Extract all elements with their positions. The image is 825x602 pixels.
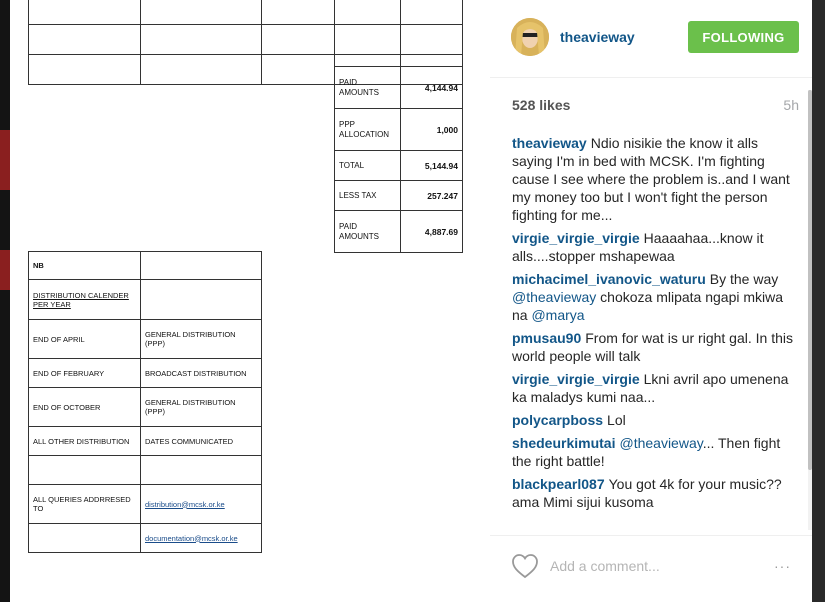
amount-label: LESS TAX bbox=[335, 181, 401, 211]
distribution-cell: ALL QUERIES ADDRRESED TO bbox=[29, 485, 141, 524]
comment-text: ... Then fight the right battle! bbox=[512, 435, 781, 469]
distribution-cell bbox=[29, 456, 141, 485]
comment-author[interactable]: virgie_virgie_virgie bbox=[512, 230, 640, 246]
comment-author[interactable]: shedeurkimutai bbox=[512, 435, 616, 451]
distribution-cell: END OF APRIL bbox=[29, 320, 141, 359]
comment bbox=[512, 475, 802, 511]
comment-author[interactable]: pmusau90 bbox=[512, 330, 582, 346]
post-header bbox=[490, 0, 812, 78]
comment-text: By the way bbox=[709, 271, 779, 287]
post-sidebar bbox=[490, 0, 812, 602]
comment-author[interactable]: blackpearl087 bbox=[512, 476, 605, 492]
amount-row bbox=[335, 109, 463, 151]
distribution-email: distribution@mcsk.or.ke bbox=[145, 499, 225, 509]
amount-row bbox=[335, 181, 463, 211]
document-distribution-table bbox=[28, 251, 262, 553]
amount-label: PAID AMOUNTS bbox=[335, 67, 401, 109]
comments-list[interactable] bbox=[512, 134, 802, 534]
distribution-row bbox=[29, 427, 262, 456]
comment-author[interactable]: polycarpboss bbox=[512, 412, 604, 428]
distribution-cell: BROADCAST DISTRIBUTION bbox=[141, 359, 262, 388]
avatar[interactable] bbox=[511, 18, 549, 56]
amount-row bbox=[335, 67, 463, 109]
amount-value: 257.247 bbox=[401, 181, 463, 211]
distribution-cell: END OF OCTOBER bbox=[29, 388, 141, 427]
window-scroll-edge bbox=[812, 0, 825, 602]
amount-row bbox=[335, 211, 463, 253]
distribution-row bbox=[29, 252, 262, 280]
comment-mention[interactable]: @theavieway bbox=[512, 289, 597, 305]
amount-row bbox=[335, 151, 463, 181]
comment-text: Lol bbox=[607, 412, 626, 428]
amount-label: TOTAL bbox=[335, 151, 401, 181]
distribution-cell bbox=[141, 280, 262, 320]
distribution-cell: NB bbox=[29, 252, 141, 280]
background-strip bbox=[0, 0, 10, 602]
distribution-row bbox=[29, 320, 262, 359]
background-strip-red bbox=[0, 250, 10, 290]
amount-value: 1,000 bbox=[401, 109, 463, 151]
comment bbox=[512, 370, 802, 406]
comment bbox=[512, 134, 802, 224]
post-time: 5h bbox=[783, 97, 799, 113]
distribution-cell bbox=[29, 524, 141, 553]
comment bbox=[512, 270, 802, 324]
post-footer bbox=[490, 535, 812, 602]
comment-text: Lkni avril apo umenena ka maladys kumi naa... bbox=[512, 371, 789, 405]
post-username[interactable]: theavieway bbox=[560, 29, 635, 45]
comment-mention[interactable]: @theavieway bbox=[619, 435, 703, 451]
distribution-cell bbox=[141, 456, 262, 485]
distribution-cell: ALL OTHER DISTRIBUTION bbox=[29, 427, 141, 456]
distribution-row bbox=[29, 456, 262, 485]
likes-count[interactable]: 528 likes bbox=[512, 97, 571, 113]
distribution-row bbox=[29, 485, 262, 524]
comment-author[interactable]: michacimel_ivanovic_waturu bbox=[512, 271, 706, 287]
amount-value: 5,144.94 bbox=[401, 151, 463, 181]
following-button[interactable]: FOLLOWING bbox=[688, 21, 799, 53]
avatar-image bbox=[511, 18, 549, 56]
more-options-icon[interactable]: ··· bbox=[774, 558, 791, 574]
comment bbox=[512, 411, 802, 429]
comment-text: Ndio nisikie the know it alls saying I'm in bed with MCSK. I'm fighting cause I see where the problem is..and I want my money too but I won't fight the person fighting for me... bbox=[512, 135, 790, 223]
background-strip-red bbox=[0, 130, 10, 190]
distribution-cell: GENERAL DISTRIBUTION (PPP) bbox=[141, 320, 262, 359]
comment-text: Haaaahaa...know it alls....stopper mshapewaa bbox=[512, 230, 764, 264]
distribution-cell: GENERAL DISTRIBUTION (PPP) bbox=[141, 388, 262, 427]
post-photo[interactable] bbox=[10, 0, 490, 602]
distribution-cell: DATES COMMUNICATED bbox=[141, 427, 262, 456]
comment-mention[interactable]: @marya bbox=[531, 307, 585, 323]
documentation-email: documentation@mcsk.or.ke bbox=[145, 533, 238, 543]
add-comment-input[interactable] bbox=[550, 556, 760, 576]
comment-text: From for wat is ur right gal. In this world people will talk bbox=[512, 330, 793, 364]
amount-value: 4,887.69 bbox=[401, 211, 463, 253]
distribution-row bbox=[29, 524, 262, 553]
distribution-cell: END OF FEBRUARY bbox=[29, 359, 141, 388]
comment bbox=[512, 329, 802, 365]
distribution-row bbox=[29, 280, 262, 320]
comment-text: chokoza mlipata ngapi mkiwa na bbox=[512, 289, 784, 323]
distribution-row bbox=[29, 388, 262, 427]
comment-author[interactable]: virgie_virgie_virgie bbox=[512, 371, 640, 387]
comment bbox=[512, 434, 802, 470]
document-amounts-table bbox=[334, 66, 463, 253]
heart-icon[interactable] bbox=[511, 553, 539, 579]
comment-author[interactable]: theavieway bbox=[512, 135, 587, 151]
comment bbox=[512, 229, 802, 265]
comment-text: You got 4k for your music??ama Mimi sijui kusoma bbox=[512, 476, 782, 510]
amount-value: 4,144.94 bbox=[401, 67, 463, 109]
distribution-cell bbox=[141, 252, 262, 280]
amount-label: PAID AMOUNTS bbox=[335, 211, 401, 253]
distribution-row bbox=[29, 359, 262, 388]
amount-label: PPP ALLOCATION bbox=[335, 109, 401, 151]
distribution-cell: DISTRIBUTION CALENDER PER YEAR bbox=[29, 280, 141, 320]
